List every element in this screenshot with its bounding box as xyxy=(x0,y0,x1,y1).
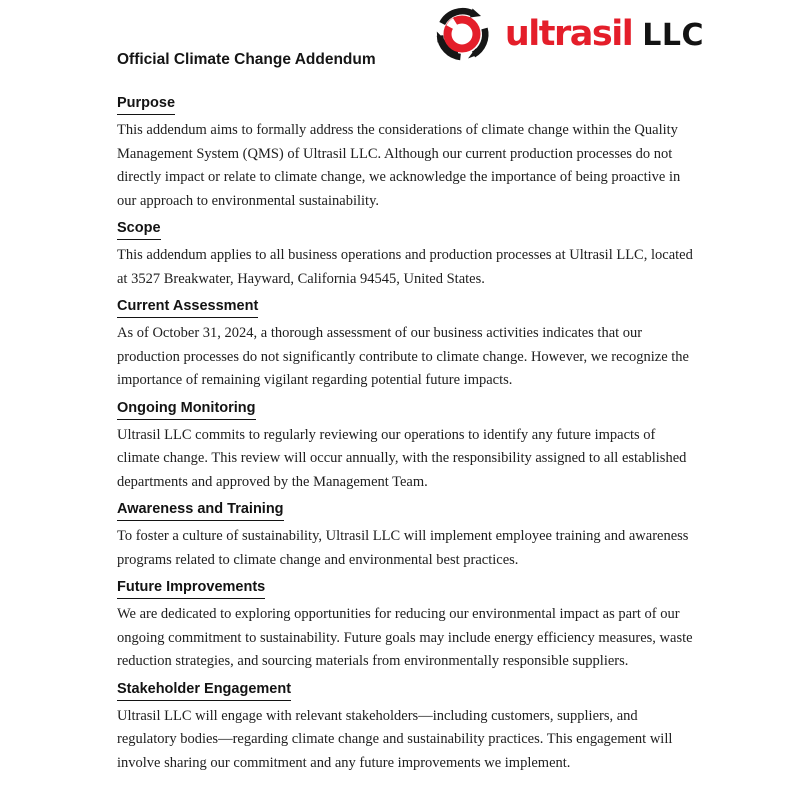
section-body: We are dedicated to exploring opportunities for reducing our environmental impact as part of our ongoing commitment to sustainability. Future goals may include energy efficiency measures, waste reduction strategies, and sourcing materials from environmentally responsible suppliers. xyxy=(117,606,693,669)
section-heading-text: Future Improvements xyxy=(117,578,265,599)
section-scope xyxy=(117,219,695,291)
document-content xyxy=(0,49,810,775)
section-ongoing-monitoring xyxy=(117,399,695,495)
section-current-assessment xyxy=(117,297,695,393)
section-heading-text: Stakeholder Engagement xyxy=(117,680,291,701)
section-heading xyxy=(117,94,695,115)
section-body: Ultrasil LLC will engage with relevant stakeholders—including customers, suppliers, and regulatory bodies—regarding climate change and sustainability practices. This engagement will involve sharing our commitment and any future improvements we implement. xyxy=(117,707,673,771)
company-logo xyxy=(426,4,704,64)
section-body: Ultrasil LLC commits to regularly reviewing our operations to identify any future impacts of climate change. This review will occur annually, with the responsibility assigned to all established departments and approved by the Management Team. xyxy=(117,426,687,490)
section-heading-text: Awareness and Training xyxy=(117,500,284,521)
section-heading-text: Scope xyxy=(117,219,161,240)
document-title: Official Climate Change Addendum xyxy=(117,51,376,68)
section-future-improvements xyxy=(117,578,695,674)
section-awareness-training xyxy=(117,500,695,572)
section-heading-text: Purpose xyxy=(117,94,175,115)
section-stakeholder-engagement xyxy=(117,680,695,776)
section-heading xyxy=(117,219,695,240)
logo-wordmark xyxy=(504,13,704,54)
section-heading-text: Current Assessment xyxy=(117,297,258,318)
section-body: This addendum aims to formally address the considerations of climate change within the Quality Management System (QMS) of Ultrasil LLC. Although our current production processes do not directly impact or relate to climate change, we acknowledge the importance of being proactive in our approach to environmental sustainability. xyxy=(117,122,681,209)
section-heading xyxy=(117,500,695,521)
logo-brand-suffix: LLC xyxy=(642,17,704,53)
swirl-ring-logo-icon xyxy=(426,4,498,64)
section-body: As of October 31, 2024, a thorough assessment of our business activities indicates that our production processes do not significantly contribute to climate change. However, we recognize the importance of remaining vigilant regarding potential future impacts. xyxy=(117,325,689,388)
section-purpose xyxy=(117,94,695,213)
section-heading xyxy=(117,297,695,318)
logo-brand-word: ultrasil xyxy=(504,13,633,54)
section-heading xyxy=(117,399,695,420)
section-heading xyxy=(117,680,695,701)
section-body: To foster a culture of sustainability, Ultrasil LLC will implement employee training and awareness programs related to climate change and environmental best practices. xyxy=(117,528,689,568)
section-body: This addendum applies to all business operations and production processes at Ultrasil LLC, located at 3527 Breakwater, Hayward, California 94545, United States. xyxy=(117,247,693,287)
section-heading xyxy=(117,578,695,599)
section-heading-text: Ongoing Monitoring xyxy=(117,399,256,420)
